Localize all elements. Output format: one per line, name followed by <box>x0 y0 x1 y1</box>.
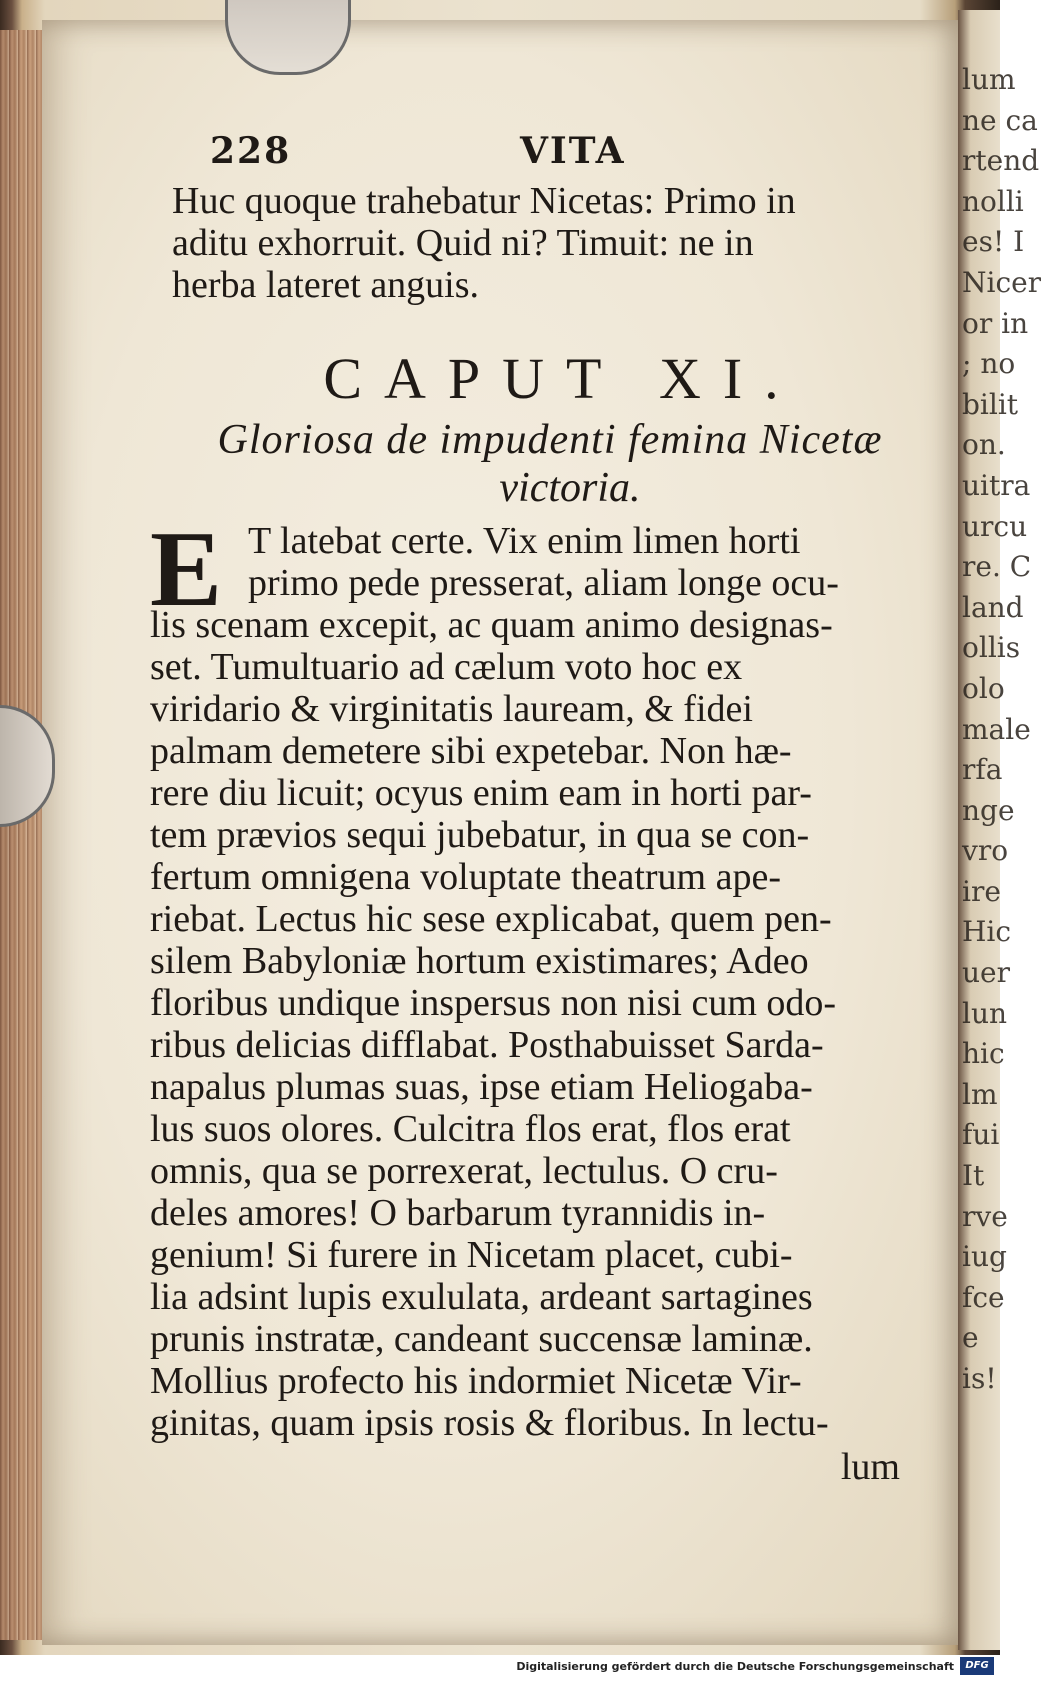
body-line: palmam demetere sibi expetebar. Non hæ- <box>150 730 792 772</box>
body-line: tem prævios sequi jubebatur, in qua se con- <box>150 814 810 856</box>
page-text-block <box>150 120 950 1488</box>
body-line: lia adsint lupis exululata, ardeant sartagines <box>150 1276 813 1318</box>
book-page-edges <box>0 30 42 1640</box>
body-line: napalus plumas suas, ipse etiam Heliogaba- <box>150 1066 813 1108</box>
intro-line: aditu exhorruit. Quid ni? Timuit: ne in <box>172 222 754 264</box>
chapter-subtitle-continued: victoria. <box>499 465 641 511</box>
facing-page-strip <box>958 10 1041 1650</box>
body-line: silem Babyloniæ hortum existimares; Adeo <box>150 940 809 982</box>
body-line: prunis instratæ, candeant succensæ laminæ. <box>150 1318 813 1360</box>
body-line: lus suos olores. Culcitra flos erat, flos erat <box>150 1108 791 1150</box>
body-line: set. Tumultuario ad cælum voto hoc ex <box>150 646 743 688</box>
dfg-logo: DFG <box>960 1657 994 1675</box>
intro-line: herba lateret anguis. <box>172 264 480 306</box>
body-line: ginitas, quam ipsis rosis & floribus. In lectu- <box>150 1402 829 1444</box>
body-line: T latebat certe. Vix enim limen horti <box>248 520 801 562</box>
body-line: deles amores! O barbarum tyrannidis in- <box>150 1192 766 1234</box>
body-line: fertum omnigena voluptate theatrum ape- <box>150 856 781 898</box>
body-line: viridario & virginitatis lauream, & fidei <box>150 688 753 730</box>
body-line: ribus delicias difflabat. Posthabuisset Sarda- <box>150 1024 824 1066</box>
drop-cap: E <box>150 510 223 629</box>
chapter-title: CAPUT XI. <box>323 346 801 411</box>
body-line: lis scenam excepit, ac quam animo designas- <box>150 604 833 646</box>
digitization-credit: Digitalisierung gefördert durch die Deutsche Forschungsgemeinschaft <box>516 1660 954 1673</box>
body-line: genium! Si furere in Nicetam placet, cubi- <box>150 1234 793 1276</box>
chapter-subtitle: Gloriosa de impudenti femina Nicetæ <box>217 417 883 463</box>
body-line: floribus undique inspersus non nisi cum odo- <box>150 982 837 1024</box>
chapter-paragraph <box>150 510 950 1444</box>
body-line: omnis, qua se porrexerat, lectulus. O cru- <box>150 1150 778 1192</box>
page-number: 228 <box>210 130 292 172</box>
body-line: primo pede presserat, aliam longe ocu- <box>248 562 839 604</box>
body-line: Mollius profecto his indormiet Nicetæ Vir- <box>150 1360 802 1402</box>
running-head-title: VITA <box>520 130 626 172</box>
intro-line: Huc quoque trahebatur Nicetas: Primo in <box>172 180 796 222</box>
body-line: riebat. Lectus hic sese explicabat, quem pen- <box>150 898 832 940</box>
catchword: lum <box>840 1446 900 1488</box>
running-head <box>150 120 950 180</box>
facing-page-text: lum ne ca rtend nolli es! I Nicer or in ; no bilit on. uitra urcu re. C land ollis olo male rfa nge vro ire Hic uer lun hic lm fui It rve iug fce e is! <box>962 63 1041 1395</box>
body-line: rere diu licuit; ocyus enim eam in horti par- <box>150 772 812 814</box>
